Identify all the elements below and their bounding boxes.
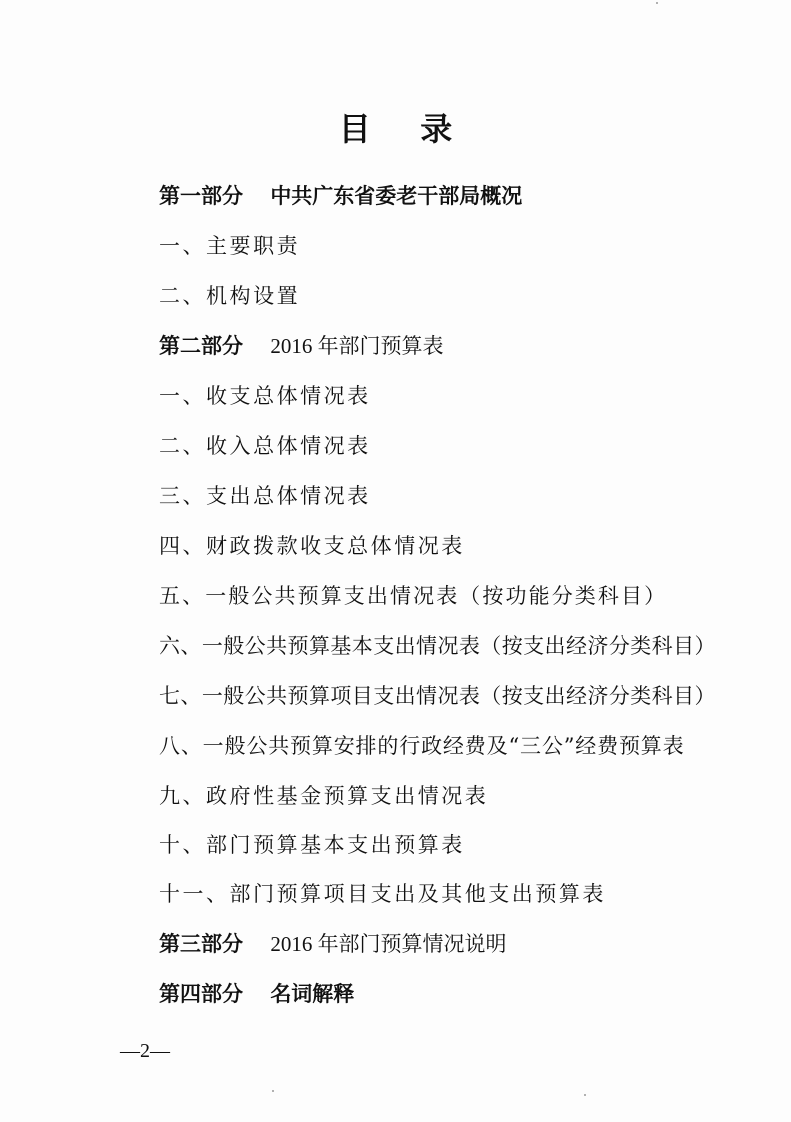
part-title: 中共广东省委老干部局概况 bbox=[270, 184, 523, 208]
toc-title: 目 录 bbox=[338, 110, 472, 148]
toc-part-3[interactable] bbox=[159, 929, 507, 959]
part-title: 名词解释 bbox=[270, 982, 355, 1006]
toc-item[interactable]: 四、财政拨款收支总体情况表 bbox=[159, 534, 465, 558]
part-label: 第四部分 bbox=[159, 982, 243, 1006]
toc-item[interactable]: 九、政府性基金预算支出情况表 bbox=[159, 784, 489, 808]
toc-part-4[interactable] bbox=[159, 979, 354, 1009]
part-label: 第二部分 bbox=[159, 334, 243, 358]
scan-speck bbox=[656, 2, 658, 4]
scan-speck bbox=[584, 1094, 586, 1096]
part-title: 2016 年部门预算表 bbox=[270, 334, 444, 358]
toc-item[interactable]: 三、支出总体情况表 bbox=[159, 484, 371, 508]
toc-item[interactable]: 二、机构设置 bbox=[159, 284, 301, 308]
scan-speck bbox=[272, 1090, 274, 1092]
toc-item[interactable]: 一、主要职责 bbox=[159, 234, 301, 258]
toc-item[interactable]: 二、收入总体情况表 bbox=[159, 434, 371, 458]
toc-part-1[interactable] bbox=[159, 181, 522, 211]
toc-item[interactable]: 八、一般公共预算安排的行政经费及“三公”经费预算表 bbox=[159, 734, 685, 758]
toc-item[interactable]: 六、一般公共预算基本支出情况表（按支出经济分类科目） bbox=[159, 634, 716, 658]
part-label: 第三部分 bbox=[159, 932, 243, 956]
toc-part-2[interactable] bbox=[159, 331, 444, 361]
toc-item[interactable]: 十、部门预算基本支出预算表 bbox=[159, 833, 465, 857]
toc-item[interactable]: 一、收支总体情况表 bbox=[159, 384, 371, 408]
part-title: 2016 年部门预算情况说明 bbox=[270, 932, 507, 956]
part-label: 第一部分 bbox=[159, 184, 243, 208]
toc-item[interactable]: 七、一般公共预算项目支出情况表（按支出经济分类科目） bbox=[159, 684, 716, 708]
toc-item[interactable]: 十一、部门预算项目支出及其他支出预算表 bbox=[159, 882, 606, 906]
page-number: —2— bbox=[120, 1040, 170, 1062]
toc-item[interactable]: 五、一般公共预算支出情况表（按功能分类科目） bbox=[159, 584, 668, 608]
